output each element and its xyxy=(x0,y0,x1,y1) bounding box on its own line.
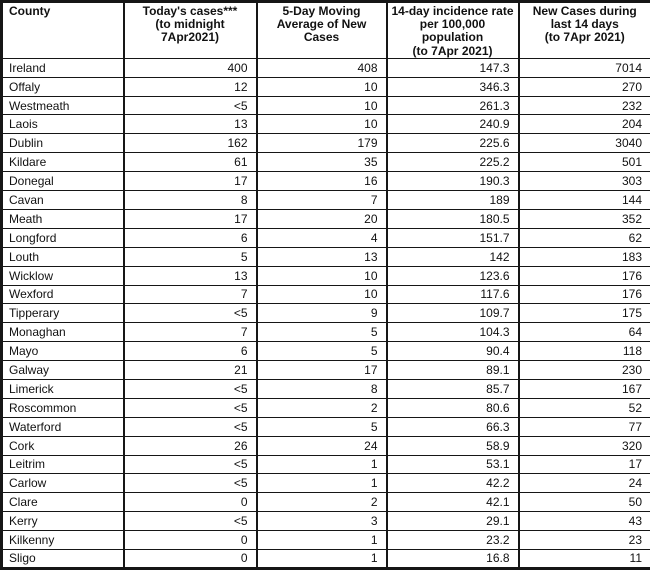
value-cell: 23.2 xyxy=(387,531,519,550)
value-cell: 352 xyxy=(519,209,650,228)
value-cell: 8 xyxy=(124,191,257,210)
value-cell: 346.3 xyxy=(387,77,519,96)
value-cell: 13 xyxy=(257,247,387,266)
value-cell: 3 xyxy=(257,512,387,531)
value-cell: 1 xyxy=(257,474,387,493)
value-cell: 147.3 xyxy=(387,58,519,77)
county-cell: Sligo xyxy=(2,549,124,568)
value-cell: 66.3 xyxy=(387,417,519,436)
header-row xyxy=(2,2,650,59)
value-cell: 5 xyxy=(257,342,387,361)
value-cell: 53.1 xyxy=(387,455,519,474)
county-cell: Clare xyxy=(2,493,124,512)
value-cell: 7014 xyxy=(519,58,650,77)
table-row xyxy=(2,77,650,96)
table-row xyxy=(2,398,650,417)
value-cell: 6 xyxy=(124,342,257,361)
value-cell: 230 xyxy=(519,361,650,380)
table-row xyxy=(2,549,650,568)
county-cell: Dublin xyxy=(2,134,124,153)
county-cell: Tipperary xyxy=(2,304,124,323)
value-cell: 270 xyxy=(519,77,650,96)
value-cell: 89.1 xyxy=(387,361,519,380)
value-cell: 90.4 xyxy=(387,342,519,361)
table-row xyxy=(2,228,650,247)
value-cell: 58.9 xyxy=(387,436,519,455)
value-cell: 8 xyxy=(257,379,387,398)
header-cell-five-day-avg: 5-Day Moving Average of New Cases xyxy=(257,2,387,59)
table-row xyxy=(2,191,650,210)
table-row xyxy=(2,153,650,172)
value-cell: 303 xyxy=(519,172,650,191)
value-cell: 23 xyxy=(519,531,650,550)
table-body xyxy=(2,58,650,568)
value-cell: 13 xyxy=(124,115,257,134)
county-cell: Monaghan xyxy=(2,323,124,342)
county-cell: Galway xyxy=(2,361,124,380)
value-cell: 10 xyxy=(257,266,387,285)
county-cell: Westmeath xyxy=(2,96,124,115)
value-cell: 10 xyxy=(257,77,387,96)
value-cell: <5 xyxy=(124,96,257,115)
table-row xyxy=(2,474,650,493)
value-cell: 17 xyxy=(257,361,387,380)
table-row xyxy=(2,361,650,380)
table-header xyxy=(2,2,650,59)
value-cell: 0 xyxy=(124,549,257,568)
value-cell: 61 xyxy=(124,153,257,172)
county-cell: Carlow xyxy=(2,474,124,493)
county-cell: Kildare xyxy=(2,153,124,172)
value-cell: 3040 xyxy=(519,134,650,153)
value-cell: 175 xyxy=(519,304,650,323)
county-cell: Kerry xyxy=(2,512,124,531)
value-cell: 408 xyxy=(257,58,387,77)
value-cell: 13 xyxy=(124,266,257,285)
table-row xyxy=(2,342,650,361)
value-cell: 183 xyxy=(519,247,650,266)
table-row xyxy=(2,512,650,531)
table-row xyxy=(2,172,650,191)
value-cell: 1 xyxy=(257,549,387,568)
value-cell: 320 xyxy=(519,436,650,455)
table-row xyxy=(2,436,650,455)
county-cell: Leitrim xyxy=(2,455,124,474)
value-cell: 204 xyxy=(519,115,650,134)
value-cell: 232 xyxy=(519,96,650,115)
value-cell: 10 xyxy=(257,285,387,304)
value-cell: <5 xyxy=(124,474,257,493)
value-cell: 1 xyxy=(257,531,387,550)
value-cell: 10 xyxy=(257,96,387,115)
value-cell: 9 xyxy=(257,304,387,323)
value-cell: 11 xyxy=(519,549,650,568)
value-cell: 104.3 xyxy=(387,323,519,342)
table-row xyxy=(2,417,650,436)
value-cell: 240.9 xyxy=(387,115,519,134)
value-cell: 42.2 xyxy=(387,474,519,493)
table-row xyxy=(2,455,650,474)
county-cell: Wexford xyxy=(2,285,124,304)
value-cell: 43 xyxy=(519,512,650,531)
header-cell-county: County xyxy=(2,2,124,59)
county-cell: Roscommon xyxy=(2,398,124,417)
value-cell: 167 xyxy=(519,379,650,398)
county-cell: Louth xyxy=(2,247,124,266)
value-cell: 21 xyxy=(124,361,257,380)
table-row xyxy=(2,285,650,304)
value-cell: 2 xyxy=(257,398,387,417)
table-row xyxy=(2,134,650,153)
table-row xyxy=(2,493,650,512)
value-cell: 176 xyxy=(519,285,650,304)
county-cell: Ireland xyxy=(2,58,124,77)
value-cell: 52 xyxy=(519,398,650,417)
value-cell: 117.6 xyxy=(387,285,519,304)
value-cell: 261.3 xyxy=(387,96,519,115)
table-row xyxy=(2,209,650,228)
value-cell: 50 xyxy=(519,493,650,512)
county-cell: Offaly xyxy=(2,77,124,96)
value-cell: 0 xyxy=(124,531,257,550)
table-row xyxy=(2,266,650,285)
value-cell: 62 xyxy=(519,228,650,247)
header-cell-new-cases-14d: New Cases during last 14 days (to 7Apr 2021) xyxy=(519,2,650,59)
value-cell: <5 xyxy=(124,455,257,474)
value-cell: 142 xyxy=(387,247,519,266)
value-cell: 225.2 xyxy=(387,153,519,172)
value-cell: 77 xyxy=(519,417,650,436)
county-cell: Donegal xyxy=(2,172,124,191)
county-cell: Kilkenny xyxy=(2,531,124,550)
table-row xyxy=(2,96,650,115)
table-row xyxy=(2,531,650,550)
value-cell: 4 xyxy=(257,228,387,247)
value-cell: 10 xyxy=(257,115,387,134)
county-cell: Laois xyxy=(2,115,124,134)
value-cell: 7 xyxy=(124,285,257,304)
value-cell: 29.1 xyxy=(387,512,519,531)
value-cell: 64 xyxy=(519,323,650,342)
value-cell: 17 xyxy=(519,455,650,474)
value-cell: 123.6 xyxy=(387,266,519,285)
value-cell: 501 xyxy=(519,153,650,172)
value-cell: 1 xyxy=(257,455,387,474)
value-cell: 180.5 xyxy=(387,209,519,228)
value-cell: 6 xyxy=(124,228,257,247)
county-cell: Mayo xyxy=(2,342,124,361)
value-cell: 85.7 xyxy=(387,379,519,398)
value-cell: 24 xyxy=(519,474,650,493)
county-cell: Cork xyxy=(2,436,124,455)
value-cell: 162 xyxy=(124,134,257,153)
value-cell: 24 xyxy=(257,436,387,455)
value-cell: 179 xyxy=(257,134,387,153)
header-cell-todays-cases: Today's cases*** (to midnight 7Apr2021) xyxy=(124,2,257,59)
value-cell: 5 xyxy=(257,323,387,342)
county-cell: Longford xyxy=(2,228,124,247)
value-cell: 176 xyxy=(519,266,650,285)
table-row xyxy=(2,115,650,134)
value-cell: 12 xyxy=(124,77,257,96)
value-cell: 17 xyxy=(124,172,257,191)
value-cell: 118 xyxy=(519,342,650,361)
value-cell: 80.6 xyxy=(387,398,519,417)
value-cell: 16 xyxy=(257,172,387,191)
value-cell: 225.6 xyxy=(387,134,519,153)
table-row xyxy=(2,304,650,323)
county-cell: Limerick xyxy=(2,379,124,398)
table-row xyxy=(2,323,650,342)
table-row xyxy=(2,58,650,77)
value-cell: <5 xyxy=(124,304,257,323)
value-cell: <5 xyxy=(124,379,257,398)
value-cell: 2 xyxy=(257,493,387,512)
value-cell: 17 xyxy=(124,209,257,228)
county-cell: Waterford xyxy=(2,417,124,436)
table-row xyxy=(2,379,650,398)
value-cell: 20 xyxy=(257,209,387,228)
value-cell: 109.7 xyxy=(387,304,519,323)
value-cell: 151.7 xyxy=(387,228,519,247)
value-cell: 5 xyxy=(257,417,387,436)
value-cell: 400 xyxy=(124,58,257,77)
value-cell: 189 xyxy=(387,191,519,210)
value-cell: 7 xyxy=(257,191,387,210)
value-cell: 5 xyxy=(124,247,257,266)
value-cell: <5 xyxy=(124,398,257,417)
county-cell: Meath xyxy=(2,209,124,228)
value-cell: 7 xyxy=(124,323,257,342)
value-cell: 144 xyxy=(519,191,650,210)
county-cell: Wicklow xyxy=(2,266,124,285)
county-cell: Cavan xyxy=(2,191,124,210)
value-cell: 42.1 xyxy=(387,493,519,512)
table-row xyxy=(2,247,650,266)
value-cell: 0 xyxy=(124,493,257,512)
header-cell-incidence-rate: 14-day incidence rate per 100,000 population (to 7Apr 2021) xyxy=(387,2,519,59)
value-cell: <5 xyxy=(124,417,257,436)
value-cell: 35 xyxy=(257,153,387,172)
value-cell: 190.3 xyxy=(387,172,519,191)
value-cell: <5 xyxy=(124,512,257,531)
value-cell: 16.8 xyxy=(387,549,519,568)
value-cell: 26 xyxy=(124,436,257,455)
